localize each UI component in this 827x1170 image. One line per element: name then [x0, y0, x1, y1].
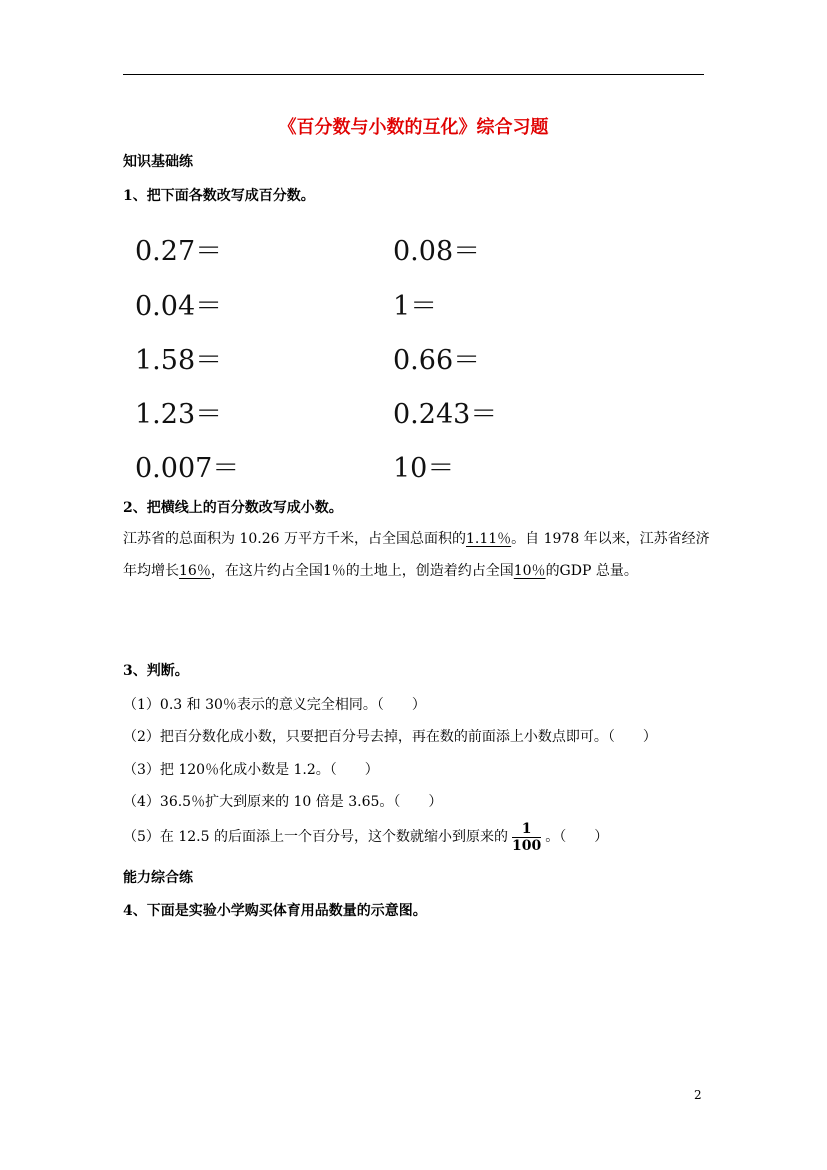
q2-text-part-4: 的GDP 总量。	[545, 563, 638, 579]
fraction-numerator: 1	[521, 820, 532, 837]
fraction-denominator: 100	[511, 837, 542, 854]
q2-underlined-2: 16％	[179, 563, 211, 579]
page-number: 2	[694, 1088, 702, 1102]
fraction	[512, 821, 541, 854]
question-1: 1、把下面各数改写成百分数。	[123, 188, 315, 204]
q2-text-part-1: 江苏省的总面积为 10.26 万平方千米，占全国总面积的	[123, 531, 466, 547]
q3-item-5-after: 。（ ）	[545, 829, 609, 845]
q1-item-left-2: 0.04＝	[135, 291, 223, 322]
q3-item-2: （2）把百分数化成小数，只要把百分号去掉，再在数的前面添上小数点即可。（ ）	[123, 729, 657, 745]
q3-item-5	[123, 818, 608, 856]
page-title: 《百分数与小数的互化》综合习题	[278, 117, 549, 138]
q1-item-right-1: 0.08＝	[393, 236, 481, 267]
q3-item-5-before: （5）在 12.5 的后面添上一个百分号，这个数就缩小到原来的	[123, 829, 508, 845]
q1-item-right-3: 0.66＝	[393, 345, 481, 376]
q1-item-left-5: 0.007＝	[135, 453, 240, 484]
q1-item-left-1: 0.27＝	[135, 236, 223, 267]
header-rule	[123, 74, 704, 75]
q2-underlined-1: 1.11％	[465, 531, 512, 547]
q3-item-3: （3）把 120％化成小数是 1.2。（ ）	[123, 762, 379, 778]
q1-item-left-4: 1.23＝	[135, 399, 223, 430]
question-2: 2、把横线上的百分数改写成小数。	[123, 500, 343, 516]
section-heading-ability: 能力综合练	[123, 870, 193, 886]
q1-item-right-2: 1＝	[393, 291, 438, 322]
question-2-passage	[123, 523, 713, 587]
q1-item-left-3: 1.58＝	[135, 345, 223, 376]
q2-underlined-3: 10％	[513, 563, 546, 579]
section-heading-basic: 知识基础练	[123, 154, 193, 170]
question-3: 3、判断。	[123, 663, 189, 679]
q1-item-right-5: 10＝	[393, 453, 455, 484]
q1-item-right-4: 0.243＝	[393, 399, 498, 430]
q2-text-part-2: 。自 1978 年以来，江苏省经济年均增长	[123, 531, 710, 579]
question-4: 4、下面是实验小学购买体育用品数量的示意图。	[123, 903, 427, 919]
q3-item-4: （4）36.5％扩大到原来的 10 倍是 3.65。（ ）	[123, 794, 443, 810]
q3-item-1: （1）0.3 和 30％表示的意义完全相同。（ ）	[123, 697, 426, 713]
q2-text-part-3: ，在这片约占全国1％的土地上，创造着约占全国	[210, 563, 514, 579]
